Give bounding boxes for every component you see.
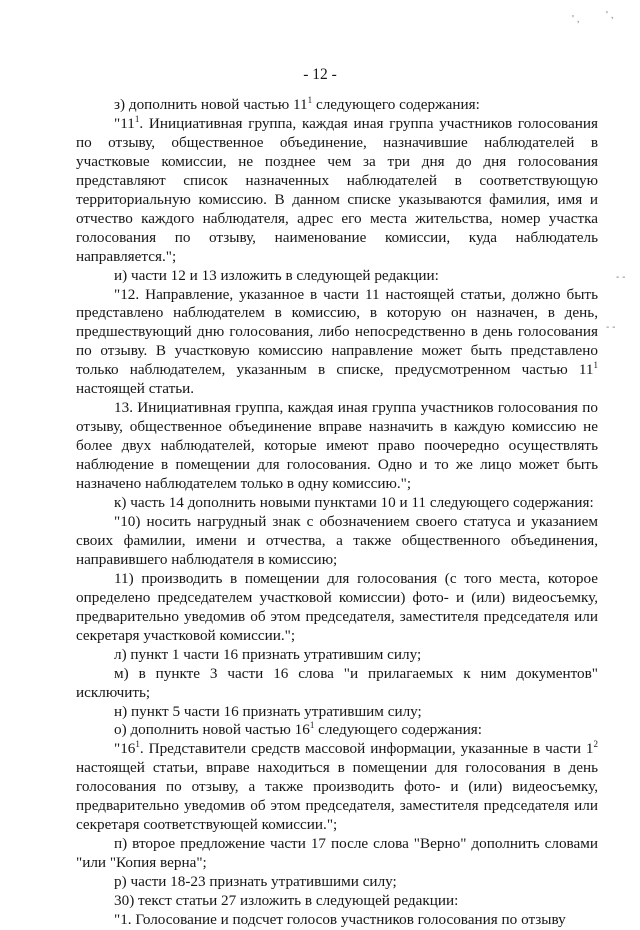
paragraph-p3	[76, 267, 598, 286]
text-run: о) дополнить новой частью 16	[114, 721, 310, 739]
text-run: настоящей статьи, вправе находиться в помещении для голосования в день голосования по отзыву, а также производить фото- и (или) видеосъемку, предварительно уведомив об этом председателя, заместителя председателя или секретаря соответствующей комиссии.";	[76, 759, 598, 834]
paragraph-p11	[76, 703, 598, 722]
superscript: 1	[307, 95, 313, 105]
text-run: и) части 12 и 13 изложить в следующей редакции:	[114, 266, 439, 284]
paragraph-p12	[76, 721, 598, 740]
text-run: следующего содержания:	[312, 96, 480, 113]
text-run: "16	[114, 740, 136, 758]
scan-mark: - -	[616, 272, 626, 283]
page-number: - 12 -	[303, 66, 337, 83]
text-run: м) в пункте 3 части 16 слова "и прилагаемых к ним документов" исключить;	[76, 664, 598, 701]
text-run: "12. Направление, указанное в части 11 настоящей статьи, должно быть представлено наблюдателем в комиссию, в которую он назначен, в день, предшествующий дню голосования, либо непосредственно в день голосования по отзыву. В участковую комиссию направление может быть представлено только наблюдателем, указанным в списке, предусмотренном частью 11	[76, 285, 598, 379]
text-run: следующего содержания:	[314, 721, 482, 739]
text-run: настоящей статьи.	[76, 380, 195, 398]
paragraph-p2	[76, 115, 598, 267]
paragraph-p10	[76, 665, 598, 703]
paragraph-p15	[76, 873, 598, 892]
text-run: "10) носить нагрудный знак с обозначением своего статуса и указанием своих фамилии, имени и отчества, а также общественного объединения, направившего наблюдателя в комиссию;	[76, 512, 598, 568]
paragraph-p14	[76, 835, 598, 873]
text-run: р) части 18-23 признать утратившими силу;	[114, 873, 397, 891]
paragraph-p6	[76, 494, 598, 513]
text-run: 11) производить в помещении для голосования (с того места, которое определено председателем участковой комиссии) фото- и (или) видеосъемку, предварительно уведомив об этом председателя, заместителя председателя или секретаря участковой комиссии.";	[76, 569, 598, 644]
paragraph-p7	[76, 513, 598, 570]
text-run: 13. Инициативная группа, каждая иная группа участников голосования по отзыву, общественное объединение вправе назначить в каждую комиссию не более двух наблюдателей, которые имеют право поочередно осуществлять наблюдение в помещении для голосования. Одно и то же лицо может быть назначено наблюдателем только в одну комиссию.";	[76, 399, 598, 493]
text-run: к) часть 14 дополнить новыми пунктами 10 и 11 следующего содержания:	[114, 494, 594, 512]
paragraph-p4	[76, 286, 598, 400]
superscript: 1	[309, 720, 315, 731]
scan-mark: ' ,	[572, 14, 580, 25]
text-run: 30) текст статьи 27 изложить в следующей редакции:	[114, 892, 459, 910]
document-body	[76, 96, 598, 930]
text-run: "1. Голосование и подсчет голосов участников голосования по отзыву	[114, 910, 566, 928]
paragraph-p13	[76, 740, 598, 835]
superscript: 1	[135, 739, 140, 750]
superscript: 2	[593, 739, 598, 750]
paragraph-p8	[76, 570, 598, 646]
text-run: . Представители средств массовой информации, указанные в части 1	[139, 740, 594, 758]
paragraph-p1	[76, 96, 598, 115]
scan-mark: ' ,	[606, 10, 614, 21]
text-run: л) пункт 1 части 16 признать утратившим силу;	[114, 645, 422, 663]
superscript: 1	[593, 360, 598, 371]
text-run: з) дополнить новой частью 11	[114, 96, 308, 113]
paragraph-p16	[76, 892, 598, 911]
text-run: . Инициативная группа, каждая иная группа участников голосования по отзыву, общественное объединение, назначившие наблюдателей в участковые комиссии, не позднее чем за три дня до дня голосования представляют список назначенных наблюдателей в соответствующую территориальную комиссию. В данном списке указываются фамилия, имя и отчество каждого наблюдателя, адрес его места жительства, номер участка голосования по отзыву, наименование комиссии, куда наблюдатель направляется.";	[76, 114, 598, 265]
paragraph-p9	[76, 646, 598, 665]
scan-mark: - -	[606, 322, 616, 333]
text-run: "11	[114, 114, 135, 132]
superscript: 1	[134, 113, 140, 124]
paragraph-p17	[76, 911, 598, 930]
text-run: п) второе предложение части 17 после слова "Верно" дополнить словами "или "Копия верна";	[76, 835, 598, 872]
paragraph-p5	[76, 399, 598, 494]
text-run: н) пункт 5 части 16 признать утратившим силу;	[114, 702, 422, 720]
